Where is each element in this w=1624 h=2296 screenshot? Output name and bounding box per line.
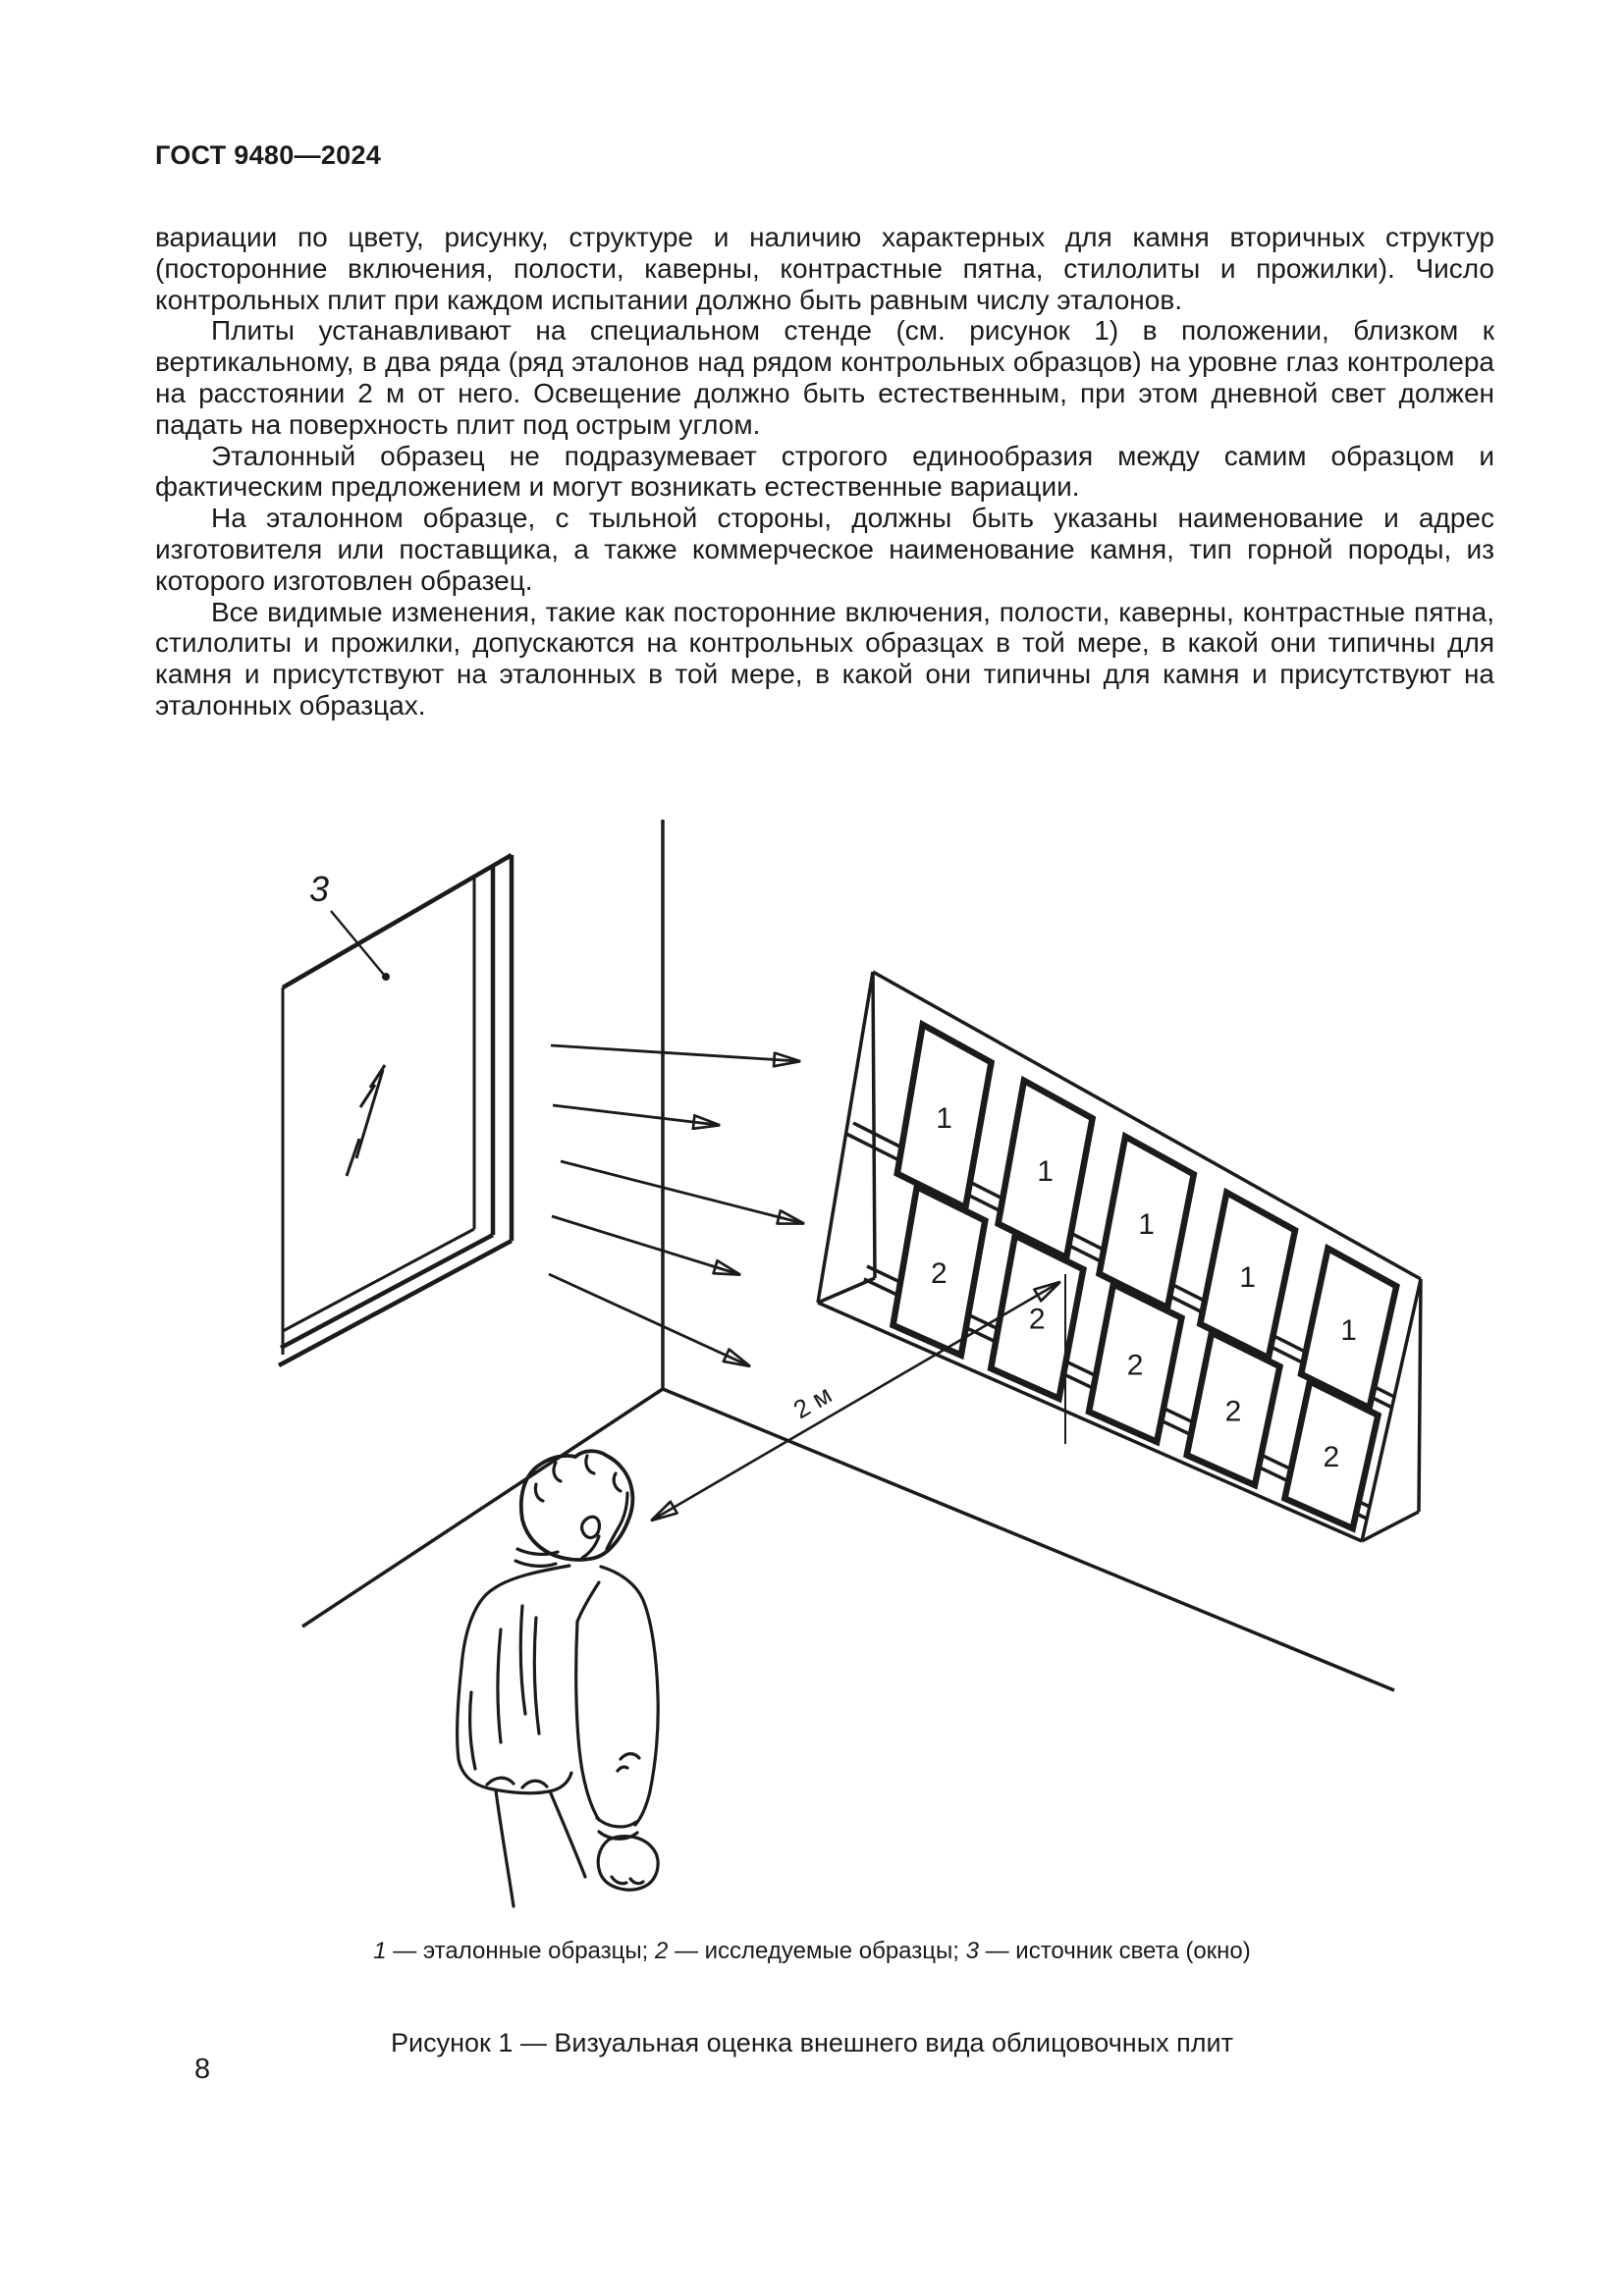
window — [279, 855, 512, 1365]
stand-left-front-leg — [818, 972, 873, 1303]
stand-left-back-leg — [873, 972, 875, 1278]
body-text — [155, 222, 1494, 721]
tile-label: 1 — [1239, 1261, 1256, 1294]
paragraph-1: вариации по цвету, рисунку, структуре и наличию характерных для камня вторичных структур (посторонние включения, полости, каверны, контрастные пятна, стилолиты и прожилки). Число контрольных плит при каждом испытании должно быть равным числу эталонов. — [155, 222, 1494, 315]
person-jacket-folds — [470, 1606, 639, 1788]
window-label-leader-dot — [382, 973, 390, 981]
person-collar — [515, 1549, 558, 1566]
person-knuckles — [612, 1877, 643, 1884]
tile-label: 2 — [1224, 1395, 1242, 1428]
light-ray-arrow — [552, 1216, 738, 1274]
stand-right-back-leg — [1419, 1279, 1421, 1512]
figure-caption: Рисунок 1 — Визуальная оценка внешнего вида облицовочных плит — [391, 2028, 1233, 2057]
person-hair — [521, 1451, 633, 1560]
window-sill-outer-line — [279, 1241, 512, 1365]
paragraph-3: Эталонный образец не подразумевает строгого единообразия между самим образцом и фактическим предложением и могут возникать естественные вариации. — [155, 440, 1494, 503]
legend-item-number: 2 — [654, 1938, 669, 1964]
person-shoulder-seam — [577, 1582, 599, 1622]
legend-item-number: 3 — [965, 1938, 979, 1964]
person-right-arm-inner — [576, 1622, 599, 1820]
tile-label: 2 — [1028, 1303, 1046, 1336]
window-glass-bottom-edge — [283, 1229, 474, 1331]
glass-reflection-marks — [347, 1065, 385, 1176]
figure-legend — [0, 1938, 1624, 1965]
person-ear — [582, 1517, 600, 1537]
light-ray-arrow — [549, 1274, 748, 1365]
tile-label: 1 — [936, 1102, 952, 1135]
window-label: 3 — [308, 869, 330, 909]
light-ray-arrow — [551, 1045, 798, 1061]
person-jaw — [582, 1536, 599, 1558]
person-right-arm-outer — [601, 1567, 658, 1825]
tile-label: 1 — [1340, 1314, 1357, 1347]
distance-label: 2 м — [787, 1379, 838, 1425]
tile-label: 1 — [1037, 1155, 1054, 1188]
page-number: 8 — [194, 2054, 211, 2085]
light-ray-arrow — [561, 1161, 802, 1223]
tile-label: 2 — [930, 1256, 947, 1290]
paragraph-2: Плиты устанавливают на специальном стенде (см. рисунок 1) в положении, близком к вертикальному, в два ряда (ряд эталонов над рядом контрольных образцов) на уровне глаз контролера на расстоянии 2 м от него. Освещение должно быть естественным, при этом дневной свет должен падать на поверхность плит под острым углом. — [155, 315, 1494, 440]
floor-diagonal-line — [663, 1389, 1394, 1690]
person-fist — [598, 1837, 658, 1891]
stand-right-base — [1362, 1512, 1419, 1541]
window-sill-line — [281, 1235, 493, 1348]
legend-item-number: 1 — [373, 1938, 387, 1964]
light-ray-arrows — [549, 1045, 802, 1365]
tile-label: 2 — [1126, 1349, 1144, 1382]
window-label-leader — [331, 911, 384, 975]
paragraph-5: Все видимые изменения, такие как посторонние включения, полости, каверны, контрастные пятна, стилолиты и прожилки, допускаются на контрольных образцах в той мере, в какой они типичны для камня и присутствуют на эталонных в той мере, в какой они типичны для камня и присутствуют на эталонных образцах. — [155, 596, 1494, 721]
light-ray-arrow — [553, 1105, 718, 1125]
tile-label: 2 — [1323, 1441, 1340, 1474]
figure-1-drawing — [177, 775, 1473, 1914]
paragraph-4: На эталонном образце, с тыльной стороны, должны быть указаны наименование и адрес изготовителя или поставщика, а также коммерческое наименование камня, тип горной породы, из которого изготовлен образец. — [155, 503, 1494, 596]
figure-legend-text: 1 — эталонные образцы; 2 — исследуемые образцы; 3 — источник света (окно) — [373, 1938, 1251, 1964]
person-legs — [496, 1790, 585, 1906]
left-wall-base-line — [302, 1389, 663, 1627]
document-header: ГОСТ 9480—2024 — [155, 140, 382, 170]
tile-label: 1 — [1138, 1208, 1155, 1241]
observer-person — [458, 1451, 659, 1906]
